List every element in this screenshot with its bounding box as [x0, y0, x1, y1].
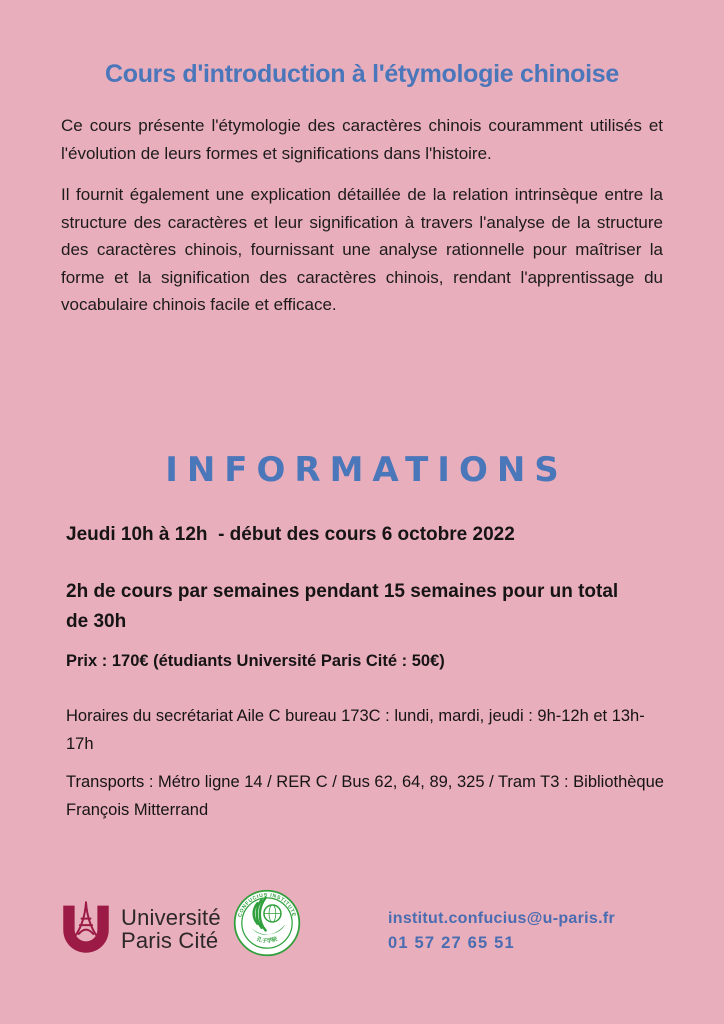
info-line-transport: Transports : Métro ligne 14 / RER C / Bus 62, 64, 89, 325 / Tram T3 : Bibliothèque François Mitterrand — [66, 773, 669, 819]
page-title: Cours d'introduction à l'étymologie chinoise — [104, 60, 619, 88]
contact-block — [388, 910, 615, 953]
upc-wordmark-line1: Université — [121, 905, 221, 930]
info-line-secretariat: Horaires du secrétariat Aile C bureau 173C : lundi, mardi, jeudi : 9h-12h et 13h-17h — [66, 707, 645, 753]
confucius-arc-top-text: CONFUCIUS INSTITUTE — [237, 892, 297, 918]
info-line-duration: 2h de cours par semaines pendant 15 semaines pour un total de 30h — [66, 581, 624, 632]
upc-wordmark-line2: Paris Cité — [121, 928, 219, 953]
contact-email: institut.confucius@u-paris.fr — [388, 910, 615, 927]
contact-phone: 01 57 27 65 51 — [388, 934, 515, 952]
intro-paragraph-1: Ce cours présente l'étymologie des caractères chinois couramment utilisés et l'évolution de leurs formes et significations dans l'histoire. — [61, 116, 663, 163]
universite-paris-cite-logo-icon — [60, 900, 112, 960]
info-line-price: Prix : 170€ (étudiants Université Paris Cité : 50€) — [66, 652, 445, 670]
info-line-schedule: Jeudi 10h à 12h - début des cours 6 octobre 2022 — [66, 524, 515, 545]
informations-heading: INFORMATIONS — [165, 450, 568, 490]
confucius-institute-logo-icon — [233, 889, 301, 957]
footer — [0, 884, 724, 984]
confucius-arc-bottom-text: 孔子学院 — [255, 936, 279, 945]
intro-paragraph-2: Il fournit également une explication détaillée de la relation intrinsèque entre la structure des caractères et leur signification à travers l'analyse de la structure des caractères chinois, fournissant une analyse rationnelle pour maîtriser la forme et la signification des caractères chinois, rendant l'apprentissage du vocabulaire chinois facile et efficace. — [61, 185, 663, 314]
upc-wordmark — [121, 906, 221, 952]
